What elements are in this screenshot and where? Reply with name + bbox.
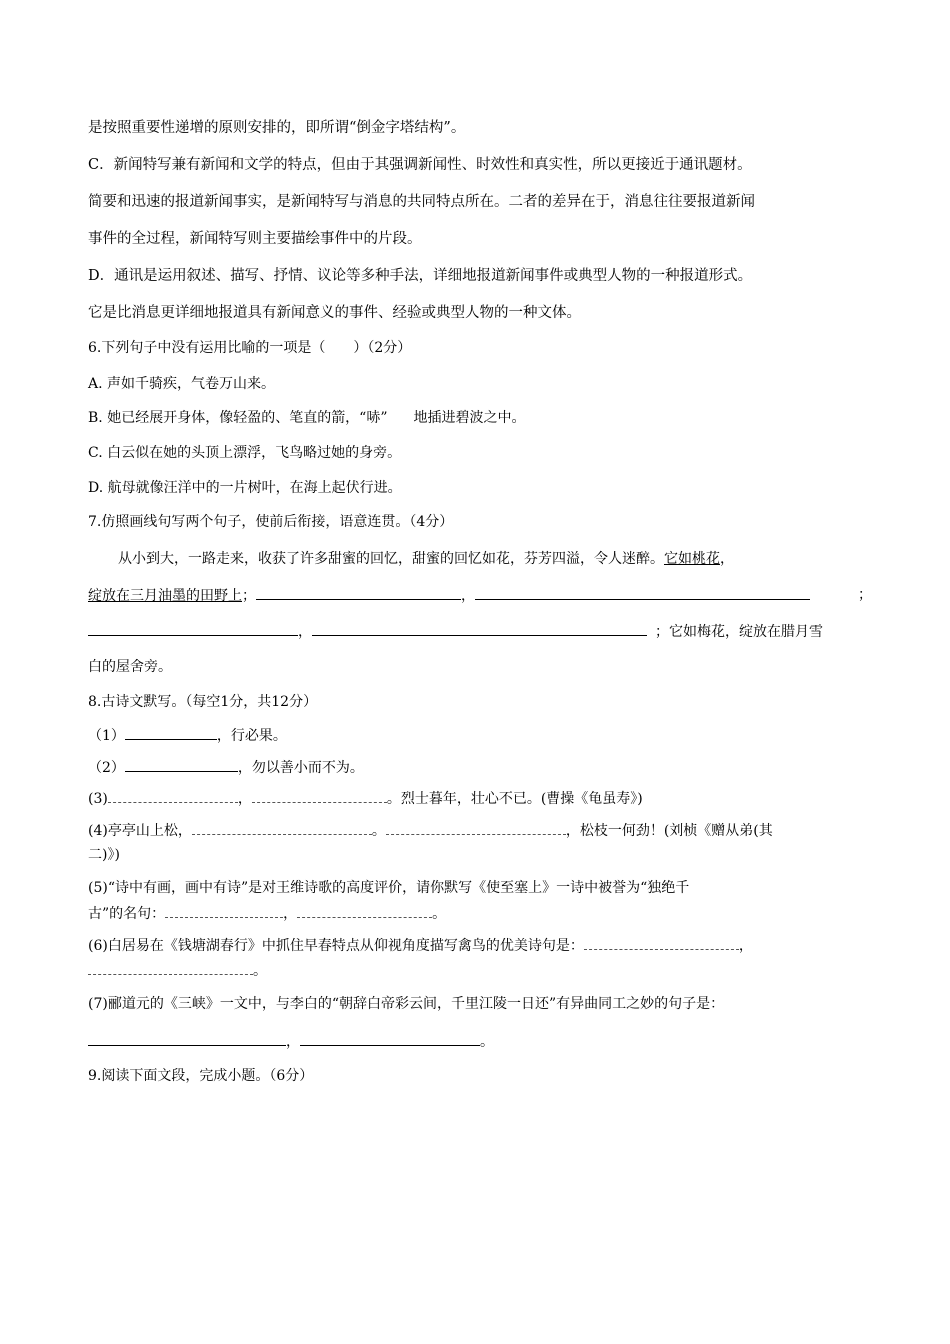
q7-underlined-sentence: 它如桃花 (664, 551, 720, 567)
question-8-item-6-cont (88, 960, 878, 981)
question-6-option-a: A. 声如千骑疾，气卷万山来。 (88, 376, 276, 392)
answer-blank[interactable] (475, 585, 810, 600)
question-8-item-7: (7)郦道元的《三峡》一文中，与李白的“朝辞白帝彩云间，千里江陵一日还”有异曲同工之妙的句子是： (88, 996, 725, 1012)
paragraph-line: 它是比消息更详细地报道具有新闻意义的事件、经验或典型人物的一种文体。 (88, 305, 581, 321)
answer-blank[interactable] (88, 621, 298, 636)
question-7-line-3 (88, 621, 878, 642)
item-number: (3) (88, 791, 108, 807)
answer-blank[interactable] (108, 788, 238, 803)
question-7-stem: 7.仿照画线句写两个句子，使前后衔接，语意连贯。（4分） (88, 514, 454, 530)
item-text: ，勿以善小而不为。 (237, 760, 364, 776)
item-text: 。烈士暮年，壮心不已。(曹操《龟虽寿》) (386, 791, 643, 807)
question-8-item-3 (88, 788, 878, 809)
q7-comma: ， (720, 551, 734, 567)
question-8-item-4-cont: 二)》) (88, 847, 120, 863)
q7-text: 从小到大，一路走来，收获了许多甜蜜的回忆，甜蜜的回忆如花，芬芳四溢，令人迷醉。 (118, 551, 664, 567)
question-7-line-1 (118, 549, 878, 569)
question-6-option-b (88, 408, 878, 428)
q7-semicolon: ； (242, 588, 256, 604)
item-text: ， (237, 791, 252, 807)
answer-blank[interactable] (312, 621, 647, 636)
answer-blank[interactable] (165, 903, 283, 918)
item-text: 古”的名句： (88, 906, 166, 922)
question-8-item-2 (88, 757, 878, 778)
answer-blank[interactable] (88, 1031, 286, 1046)
item-text: 。 (253, 963, 267, 979)
q7-underlined-sentence-2: 绽放在三月油墨的田野上 (88, 588, 242, 604)
question-8-item-5: (5)“诗中有画，画中有诗”是对王维诗歌的高度评价，请你默写《使至塞上》一诗中被誉为“独绝千 (88, 880, 690, 896)
item-text: ， (738, 938, 753, 954)
question-8-item-6 (88, 935, 878, 956)
item-text: ，松枝一何劲！(刘桢《赠从弟(其 (565, 823, 773, 839)
option-b-text-1: B. 她已经展开身体，像轻盈的、笔直的箭，“哧” (88, 410, 388, 426)
item-text: (6)白居易在《钱塘湖春行》中抓住早春特点从仰视角度描写禽鸟的优美诗句是： (88, 938, 584, 954)
item-text: (4)亭亭山上松， (88, 823, 192, 839)
item-number: （2） (88, 760, 125, 776)
question-8-item-5-cont (88, 903, 878, 924)
q7-semicolon: ； (858, 587, 872, 603)
question-7-line-4: 白的屋舍旁。 (88, 659, 172, 675)
paragraph-line: 是按照重要性递增的原则安排的，即所谓“倒金字塔结构”。 (88, 120, 466, 136)
question-8-item-1 (88, 725, 878, 746)
option-c-line: C．新闻特写兼有新闻和文学的特点，但由于其强调新闻性、时效性和真实性，所以更接近于通讯题材。 (88, 157, 752, 173)
question-6-stem: 6.下列句子中没有运用比喻的一项是（ ）（2分） (88, 340, 412, 356)
question-8-item-7-cont (88, 1031, 878, 1052)
question-6-option-d: D. 航母就像汪洋中的一片树叶，在海上起伏行进。 (88, 480, 402, 496)
paragraph-line: 简要和迅速的报道新闻事实，是新闻特写与消息的共同特点所在。二者的差异在于，消息往往要报道新闻 (88, 194, 755, 210)
question-6-option-c: C. 白云似在她的头顶上漂浮，飞鸟略过她的身旁。 (88, 445, 402, 461)
item-text: 。 (480, 1034, 494, 1050)
question-8-stem: 8.古诗文默写。（每空1分，共12分） (88, 694, 318, 710)
answer-blank[interactable] (300, 1031, 480, 1046)
item-text: 。 (432, 906, 447, 922)
item-text: ， (283, 906, 298, 922)
q7-line-3-end: ；它如梅花，绽放在腊月雪 (655, 624, 823, 640)
answer-blank[interactable] (297, 903, 432, 918)
question-7-line-2 (88, 585, 878, 606)
paragraph-line: 事件的全过程，新闻特写则主要描绘事件中的片段。 (88, 231, 422, 247)
item-number: （1） (88, 728, 125, 744)
item-text: ， (286, 1034, 300, 1050)
option-d-line: D．通讯是运用叙述、描写、抒情、议论等多种手法，详细地报道新闻事件或典型人物的一种报道形式。 (88, 268, 753, 284)
question-8-item-4 (88, 820, 878, 841)
answer-blank[interactable] (192, 820, 372, 835)
question-9-stem: 9.阅读下面文段，完成小题。（6分） (88, 1068, 314, 1084)
answer-blank[interactable] (584, 935, 739, 950)
q7-comma: ， (461, 588, 475, 604)
answer-blank[interactable] (125, 725, 217, 740)
answer-blank[interactable] (252, 788, 387, 803)
item-text: 。 (371, 823, 386, 839)
item-text: ，行必果。 (216, 728, 287, 744)
answer-blank[interactable] (386, 820, 566, 835)
answer-blank[interactable] (125, 757, 238, 772)
answer-blank[interactable] (256, 585, 461, 600)
option-b-text-2: 地插进碧波之中。 (413, 410, 526, 426)
q7-comma: ， (298, 624, 312, 640)
answer-blank[interactable] (88, 960, 253, 975)
